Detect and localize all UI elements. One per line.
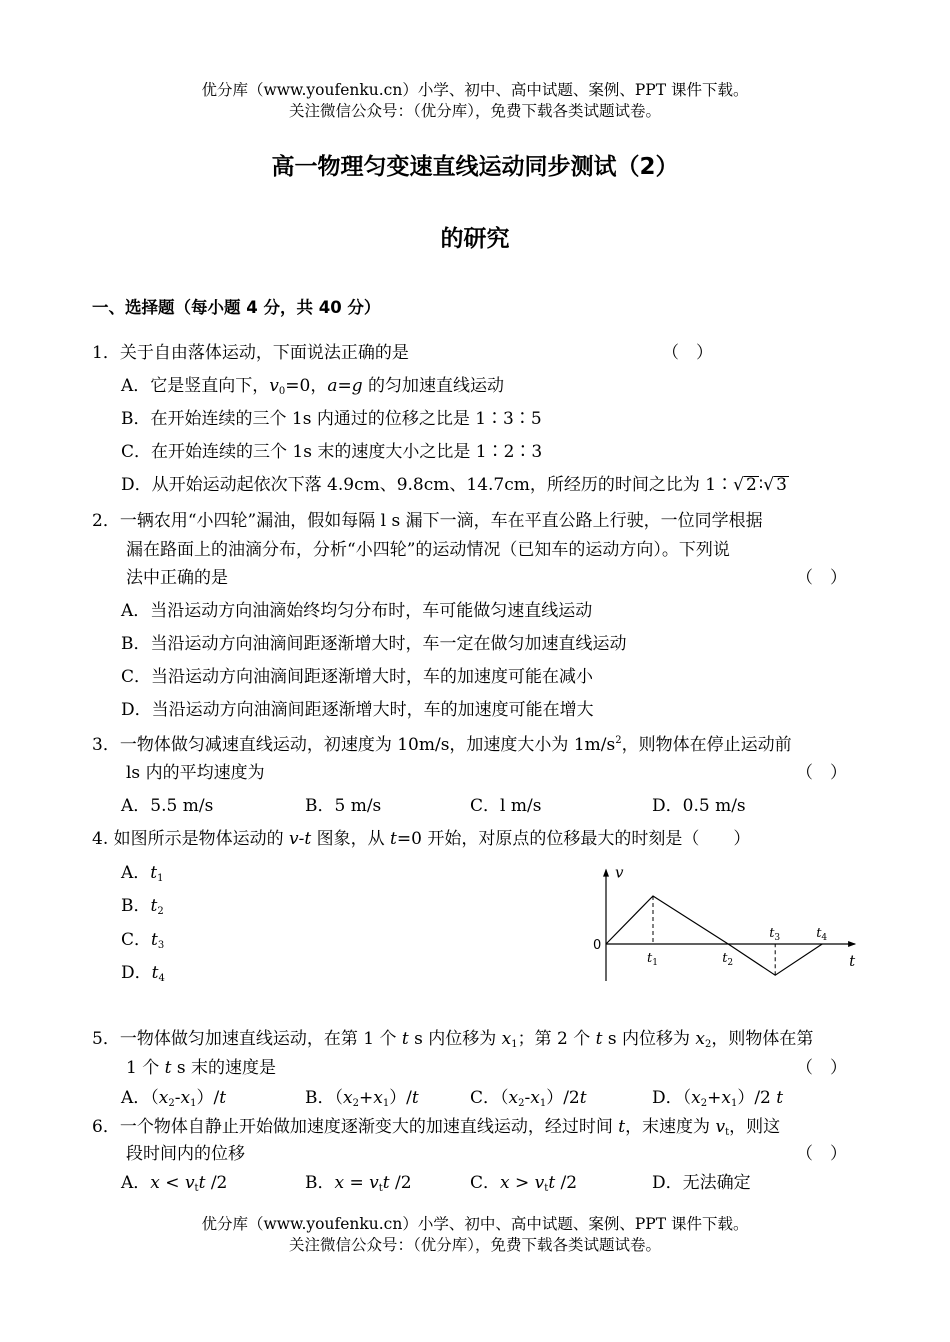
question-3-option-b: B．5 m/s xyxy=(305,796,382,816)
v-axis-label: v xyxy=(615,863,624,882)
question-4-option-d: D．$t_4$ xyxy=(121,963,165,984)
question-2-line-3: 法中正确的是 xyxy=(126,568,228,588)
question-6-line-1: 6．一个物体自静止开始做加速度逐渐变大的加速直线运动，经过时间 t，末速度为 $v_t$，则这 xyxy=(92,1117,781,1138)
vt-graph xyxy=(590,856,870,981)
question-3-line-1: 3．一物体做匀减速直线运动，初速度为 10m/s，加速度大小为 $1m/s^2$，则物体在停止运动前 xyxy=(92,735,792,755)
question-1-option-a: A．它是竖直向下，$v_0=0$，a=g 的匀加速直线运动 xyxy=(121,376,505,397)
question-2-line-1: 2．一辆农用“小四轮”漏油，假如每隔 l s 漏下一滴，车在平直公路上行驶，一位同学根据 xyxy=(92,511,763,531)
page-subtitle: 的研究 xyxy=(440,226,510,252)
question-3-option-c: C．l m/s xyxy=(470,796,542,816)
question-1-answer-paren: （ ） xyxy=(662,343,713,363)
velocity-line xyxy=(606,896,822,975)
question-5-line-1: 5．一物体做匀加速直线运动，在第 1 个 t s 内位移为 $x_1$；第 2 个 t s 内位移为 $x_2$，则物体在第 xyxy=(92,1029,814,1050)
question-1-stem: 1．关于自由落体运动，下面说法正确的是 xyxy=(92,343,409,363)
sqrt-3: √ 3 xyxy=(763,475,787,495)
t-axis-arrow xyxy=(848,941,856,947)
question-4-option-c: C．$t_3$ xyxy=(121,930,165,951)
question-2-answer-paren: （ ） xyxy=(796,568,847,588)
question-5-option-c: C．$(x_2-x_1)/2t$ xyxy=(470,1088,587,1109)
tick-label-t3: $t_3$ xyxy=(769,926,781,943)
question-6-option-a: A．$x < v_tt$ /2 xyxy=(121,1173,228,1194)
sqrt-2: √ 2 xyxy=(733,475,757,495)
question-3-line-2: ls 内的平均速度为 xyxy=(126,763,265,783)
question-4-stem: 4. 如图所示是物体运动的 v-t 图象，从 t=0 开始，对原点的位移最大的时刻是（ ） xyxy=(92,829,751,849)
question-3-option-d: D．0.5 m/s xyxy=(652,796,746,816)
question-1-option-d: D．从开始运动起依次下落 4.9cm、9.8cm、14.7cm，所经历的时间之比为 1∶√ 2 ∶√ 3 xyxy=(121,475,787,495)
footer-line-1: 优分库（www.youfenku.cn）小学、初中、高中试题、案例、PPT 课件下载。 xyxy=(201,1215,749,1233)
question-4-option-a: A．$t_1$ xyxy=(121,863,164,884)
question-1-option-b: B．在开始连续的三个 1s 内通过的位移之比是 1∶3∶5 xyxy=(121,409,542,429)
origin-label: 0 xyxy=(593,938,602,953)
question-6-option-c: C．$x > v_tt$ /2 xyxy=(470,1173,578,1194)
page-title: 高一物理匀变速直线运动同步测试（2） xyxy=(271,154,679,180)
footer-line-2: 关注微信公众号：（优分库），免费下载各类试题试卷。 xyxy=(288,1236,661,1254)
question-2-option-a: A．当沿运动方向油滴始终均匀分布时，车可能做匀速直线运动 xyxy=(121,601,593,621)
question-2-option-d: D．当沿运动方向油滴间距逐渐增大时，车的加速度可能在增大 xyxy=(121,700,594,720)
question-6-line-2: 段时间内的位移 xyxy=(126,1144,245,1164)
question-5-option-a: A．$(x_2-x_1)/t$ xyxy=(121,1088,227,1109)
question-2-option-b: B．当沿运动方向油滴间距逐渐增大时，车一定在做匀加速直线运动 xyxy=(121,634,627,654)
section-heading: 一、选择题（每小题 4 分，共 40 分） xyxy=(92,298,381,317)
question-6-answer-paren: （ ） xyxy=(796,1144,847,1164)
question-5-option-b: B．$(x_2+x_1)/t$ xyxy=(305,1088,419,1109)
question-6-option-d: D．无法确定 xyxy=(652,1173,751,1193)
question-4-option-b: B．$t_2$ xyxy=(121,896,164,917)
question-3-answer-paren: （ ） xyxy=(796,763,847,783)
tick-label-t2: $t_2$ xyxy=(722,951,734,968)
tick-label-t4: $t_4$ xyxy=(816,926,828,943)
tick-label-t1: $t_1$ xyxy=(647,951,658,968)
question-5-line-2: 1 个 t s 末的速度是 xyxy=(126,1058,277,1078)
v-axis-arrow xyxy=(603,869,609,877)
question-2-line-2: 漏在路面上的油滴分布，分析“小四轮”的运动情况（已知车的运动方向）。下列说 xyxy=(126,540,730,560)
header-line-1: 优分库（www.youfenku.cn）小学、初中、高中试题、案例、PPT 课件下载。 xyxy=(201,81,749,99)
question-1-option-c: C．在开始连续的三个 1s 末的速度大小之比是 1∶2∶3 xyxy=(121,442,543,462)
question-6-option-b: B．$x = v_tt$ /2 xyxy=(305,1173,412,1194)
t-axis-label: t xyxy=(849,952,856,970)
question-2-option-c: C．当沿运动方向油滴间距逐渐增大时，车的加速度可能在减小 xyxy=(121,667,594,687)
question-3-option-a: A．5.5 m/s xyxy=(121,796,214,816)
question-5-answer-paren: （ ） xyxy=(796,1058,847,1078)
header-line-2: 关注微信公众号：（优分库），免费下载各类试题试卷。 xyxy=(288,102,661,120)
question-5-option-d: D．$(x_2+x_1)/2$ t xyxy=(652,1088,784,1109)
